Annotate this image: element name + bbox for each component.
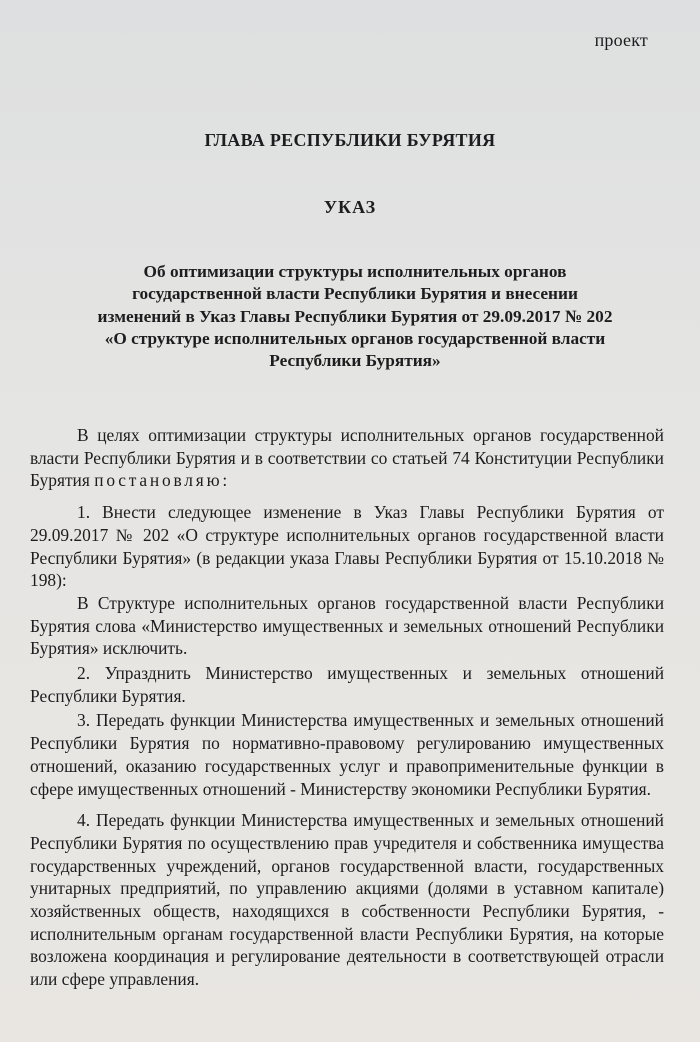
paragraph-item-1: 1. Внести следующее изменение в Указ Главы Республики Бурятия от 29.09.2017 № 202 «О структуре исполнительных органов государственной власти Республики Бурятия» (в редакции указа Главы Республики Бурятия от 15.10.2018 № 198):	[30, 502, 664, 591]
decree-title: Об оптимизации структуры исполнительных органов государственной власти Республики Бурятия и внесении изменений в Указ Главы Республики Бурятия от 29.09.2017 № 202 «О структуре исполнительных органов государственной власти Республики Бурятия»	[97, 262, 613, 371]
issuing-authority: ГЛАВА РЕСПУБЛИКИ БУРЯТИЯ	[204, 130, 496, 150]
preamble-paragraph	[30, 424, 664, 492]
decree-word: постановляю:	[94, 470, 230, 491]
document-type: УКАЗ	[323, 197, 377, 217]
paragraph-item-1-amendment: В Структуре исполнительных органов государственной власти Республики Бурятия слова «Министерство имущественных и земельных отношений Республики Бурятия» исключить.	[30, 592, 664, 659]
preamble-text: В целях оптимизации структуры исполнительных органов государственной власти Республики Бурятия и в соответствии со статьей 74 Конституции Республики Бурятия	[30, 425, 664, 491]
decree-body	[30, 424, 664, 991]
paragraph-item-4: 4. Передать функции Министерства имущественных и земельных отношений Республики Бурятия по осуществлению прав учредителя и собственника имущества государственных учреждений, органов государственной власти, государственных унитарных предприятий, по управлению акциями (долями в уставном капитале) хозяйственных обществ, находящихся в собственности Республики Бурятия, - исполнительным органам государственной власти Республики Бурятия, на которые возложена координация и регулирование деятельности в соответствующей отрасли или сфере управления.	[30, 810, 664, 990]
paragraph-item-2: 2. Упразднить Министерство имущественных и земельных отношений Республики Бурятия.	[30, 663, 664, 706]
draft-stamp: проект	[594, 30, 648, 50]
paragraph-item-3: 3. Передать функции Министерства имущественных и земельных отношений Республики Бурятия по нормативно-правовому регулированию имущественных отношений, оказанию государственных услуг и правоприменительные функции в сфере имущественных отношений - Министерству экономики Республики Бурятия.	[30, 710, 664, 799]
